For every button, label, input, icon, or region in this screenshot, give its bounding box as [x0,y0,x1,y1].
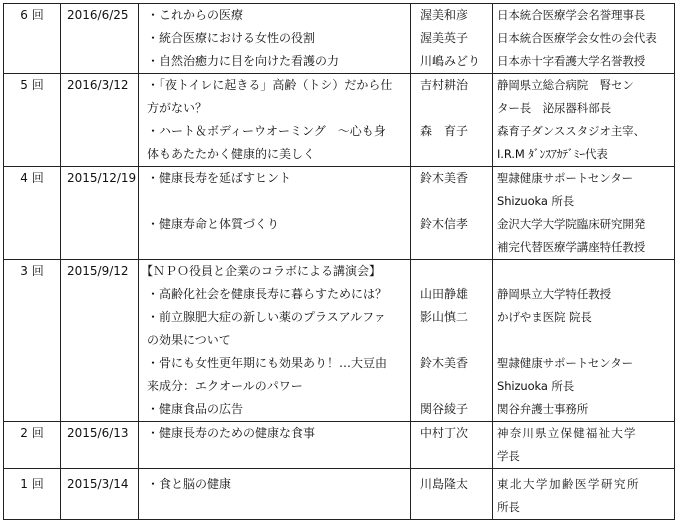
affiliation-line: 聖隷健康サポートセンター [497,171,633,185]
session-date: 2016/6/25 [61,4,139,74]
speaker-cell [411,167,493,260]
affiliation-line: 補完代替医療学講座特任教授 [497,240,646,254]
affiliation-cell [493,4,675,74]
affiliation-cell [493,167,675,260]
topic-line: 【ＮＰＯ役員と企業のコラボによる講演会】 [141,264,382,278]
affiliation-line: 静岡県立総合病院 腎セン [497,78,634,92]
speaker-name: 渥美英子 [420,31,469,45]
topic-cell [139,74,411,167]
topic-line: ・前立腺肥大症の新しい薬のプラスアルファ [147,310,386,324]
speaker-name: 鈴木信孝 [420,217,469,231]
speaker-name: 森 育子 [420,124,469,138]
session-date: 2015/3/14 [61,469,139,520]
topic-line: ・統合医療における女性の役割 [147,31,316,45]
session-number: 3 回 [4,260,61,422]
topic-line: ・自然治癒力に目を向けた看護の力 [147,54,340,68]
affiliation-line: 金沢大学大学院臨床研究開発 [497,217,646,231]
affiliation-line: 日本赤十字看護大学名誉教授 [497,54,646,68]
affiliation-line: Shizuoka 所長 [497,379,575,393]
speaker-cell [411,260,493,422]
topic-line: ・健康長寿のための健康な食事 [147,426,316,440]
topic-cell [139,260,411,422]
affiliation-line: 日本統合医療学会女性の会代表 [497,31,657,45]
topic-line: ・骨にも女性更年期にも効果あり！…大豆由 [147,356,388,370]
speaker-name: 鈴木美香 [420,356,469,370]
affiliation-line: 学長 [497,449,520,463]
affiliation-line: 聖隷健康サポートセンター [497,356,633,370]
speaker-name: 川島隆太 [420,477,469,491]
affiliation-line: ター長 泌尿器科部長 [497,101,611,115]
topic-line: 体もあたたかく健康的に美しく [147,147,316,161]
affiliation-line: 神奈川県立保健福祉大学 [497,426,637,440]
topic-line: ・「夜トイレに起きる」高齢（トシ）だから仕 [147,78,393,92]
session-number: 1 回 [4,469,61,520]
session-date: 2015/6/13 [61,422,139,469]
speaker-name: 鈴木美香 [420,171,469,185]
affiliation-line: 森育子ダンススタジオ主宰、 [497,124,645,138]
topic-cell [139,469,411,520]
speaker-name: 関谷綾子 [420,402,469,416]
session-date: 2016/3/12 [61,74,139,167]
affiliation-line: 東北大学加齢医学研究所 [497,477,640,491]
table-row [4,74,675,167]
affiliation-line: 所長 [497,500,520,514]
topic-line: 方がない？ [147,101,208,115]
affiliation-cell [493,74,675,167]
speaker-name: 中村丁次 [420,426,469,440]
session-number: 4 回 [4,167,61,260]
topic-cell [139,422,411,469]
affiliation-cell [493,469,675,520]
session-number: 6 回 [4,4,61,74]
speaker-name: 影山慎二 [420,310,469,324]
topic-line: ・健康長寿を延ばすヒント [147,171,292,185]
speaker-name: 渥美和彦 [420,8,469,22]
lecture-history-table [3,3,675,520]
topic-line: 来成分：エクオールのパワー [147,379,303,393]
topic-line: の効果について [147,333,231,347]
topic-cell [139,167,411,260]
session-date: 2015/9/12 [61,260,139,422]
topic-line: ・健康寿命と体質づくり [147,217,280,231]
affiliation-line: 関谷弁護士事務所 [497,402,589,416]
affiliation-line: I.R.M ﾀﾞﾝｽｱｶﾃﾞﾐｰ代表 [497,147,608,161]
table-row [4,260,675,422]
speaker-cell [411,422,493,469]
affiliation-cell [493,260,675,422]
topic-line: ・ハート＆ボディーウオーミング ～心も身 [147,124,386,138]
topic-line: ・食と脳の健康 [147,477,232,491]
speaker-cell [411,74,493,167]
speaker-cell [411,469,493,520]
affiliation-cell [493,422,675,469]
affiliation-line: かげやま医院 院長 [497,310,592,324]
speaker-name: 山田静雄 [420,287,469,301]
topic-line: ・これからの医療 [147,8,244,22]
speaker-name: 吉村耕治 [420,78,469,92]
table-row [4,167,675,260]
topic-cell [139,4,411,74]
table-row [4,469,675,520]
topic-line: ・健康食品の広告 [147,402,244,416]
speaker-name: 川嶋みどり [420,54,481,68]
affiliation-line: 静岡県立大学特任教授 [497,287,611,301]
affiliation-line: 日本統合医療学会名誉理事長 [497,8,646,22]
speaker-cell [411,4,493,74]
table-row [4,4,675,74]
table-row [4,422,675,469]
session-number: 2 回 [4,422,61,469]
affiliation-line: Shizuoka 所長 [497,194,575,208]
session-number: 5 回 [4,74,61,167]
session-date: 2015/12/19 [61,167,139,260]
topic-line: ・高齢化社会を健康長寿に暮らすためには？ [147,287,388,301]
